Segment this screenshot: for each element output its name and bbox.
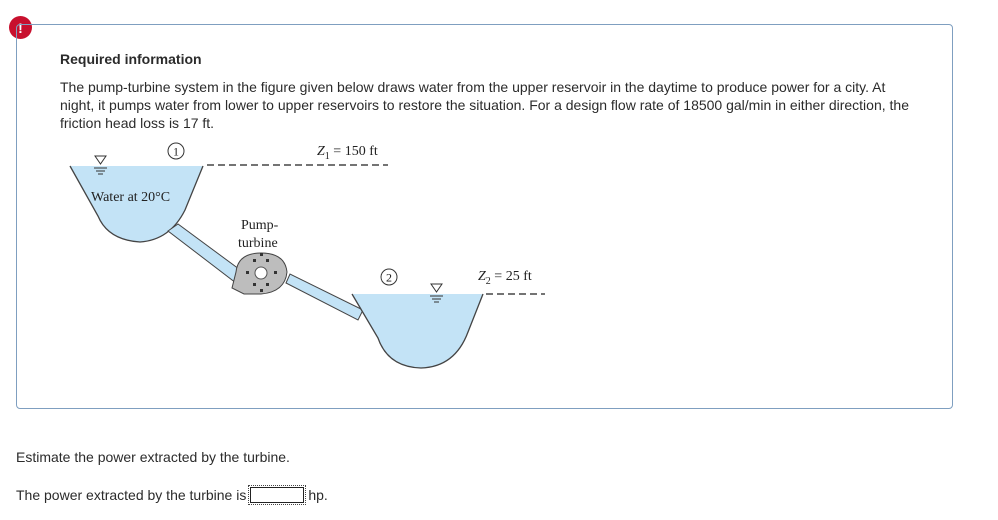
pump-impeller xyxy=(255,267,267,279)
answer-prefix: The power extracted by the turbine is xyxy=(16,487,247,503)
point-1-label: 1 xyxy=(173,144,179,159)
point-2-label: 2 xyxy=(386,270,392,285)
info-text: The pump-turbine system in the figure given below draws water from the upper reservoir in the daytime to produce power for a city. At night, it pumps water from lower to upper reservoirs to restore the situation. For a design flow rate of 18500 gal/min in either direction, the friction head loss is 17 ft. xyxy=(60,79,909,131)
lower-pipe xyxy=(286,274,363,320)
answer-unit: hp. xyxy=(308,487,328,503)
alert-icon: ! xyxy=(9,16,32,39)
pump-label-line1: Pump- xyxy=(241,218,279,233)
upper-pipe xyxy=(168,224,243,283)
water-label: Water at 20°C xyxy=(91,190,171,205)
answer-row xyxy=(16,485,328,505)
z2-label: $Z_2 = 25$ ft xyxy=(478,269,532,287)
power-answer-input[interactable] xyxy=(248,485,306,505)
lower-reservoir xyxy=(352,294,483,368)
info-title: Required information xyxy=(60,51,202,67)
question-text: Estimate the power extracted by the turbine. xyxy=(16,449,290,465)
pump-label-line2: turbine xyxy=(238,236,278,251)
z1-label: $Z_1 = 150$ ft xyxy=(317,144,378,162)
